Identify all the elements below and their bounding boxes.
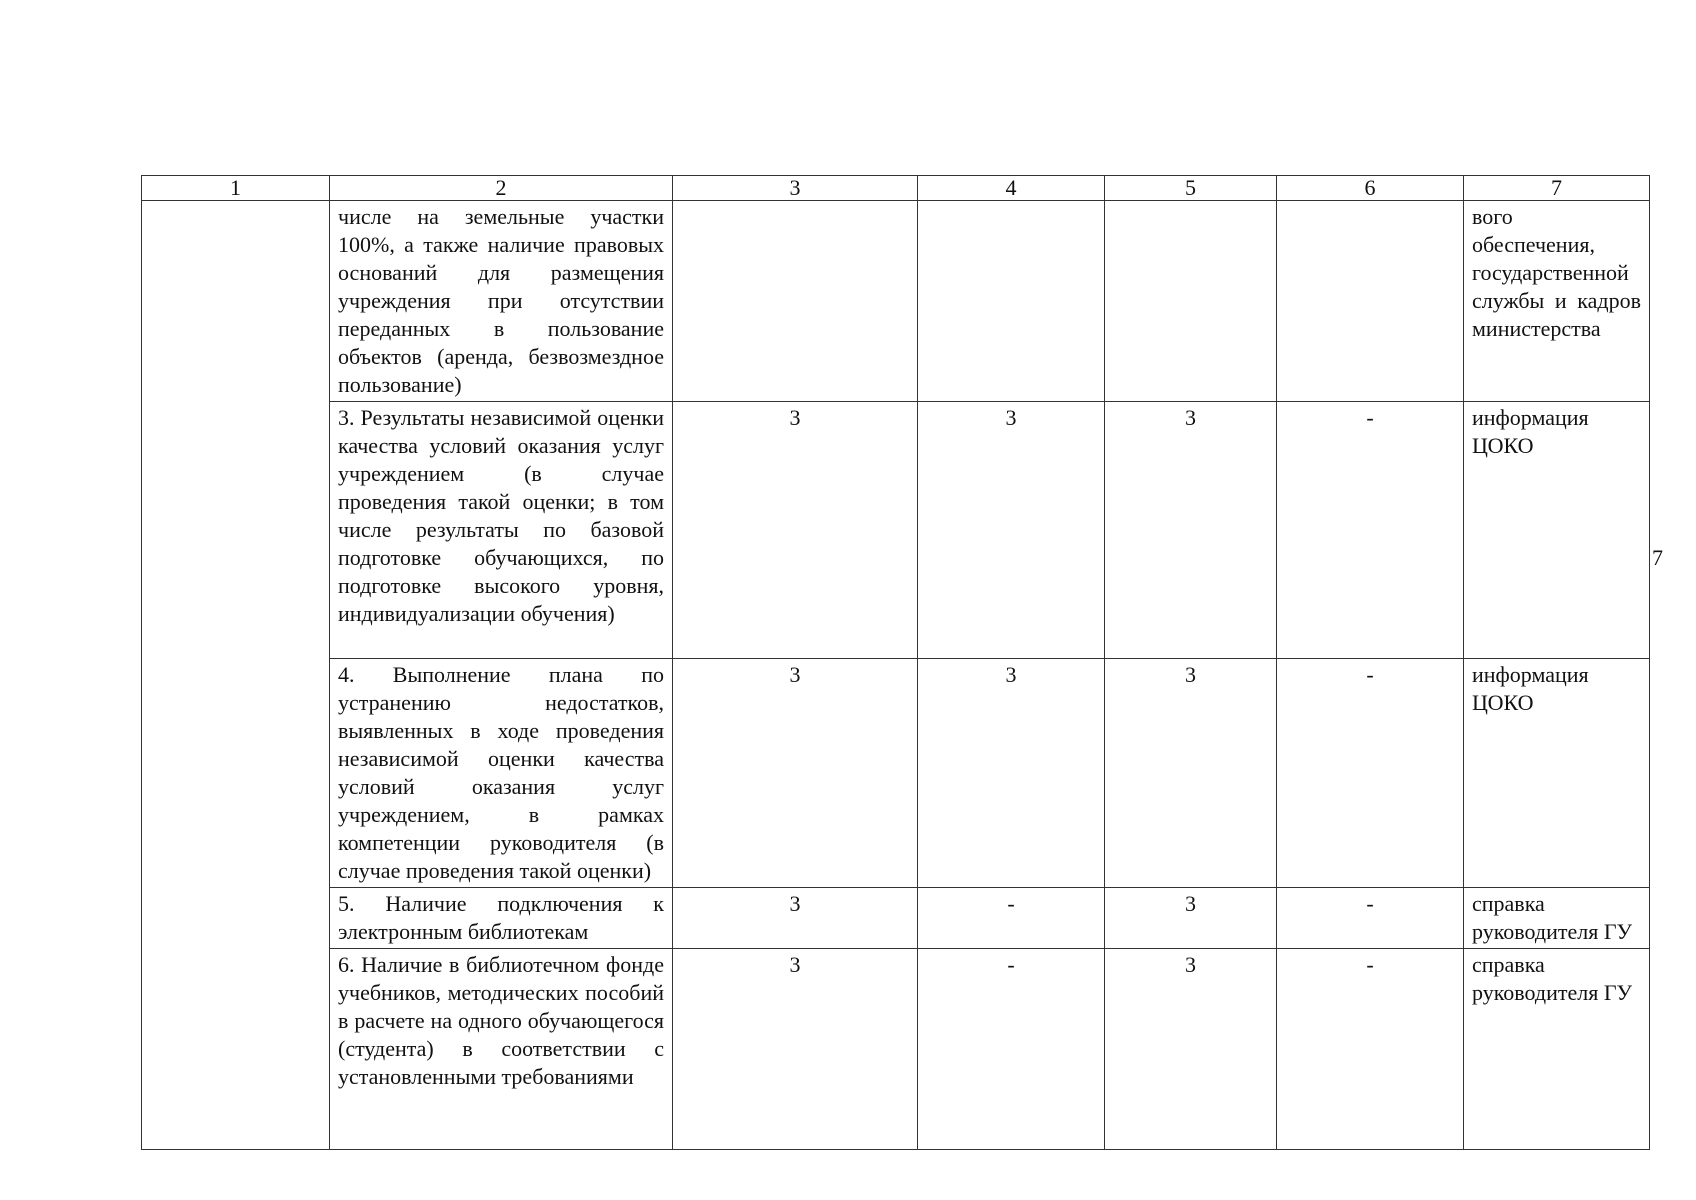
table-row xyxy=(142,201,1650,402)
score-col3: 3 xyxy=(673,659,918,888)
score-col6: - xyxy=(1277,659,1464,888)
score-col3: 3 xyxy=(673,949,918,1150)
score-col6: - xyxy=(1277,949,1464,1150)
score-col4: - xyxy=(918,888,1105,949)
merged-category-cell xyxy=(142,201,330,1150)
score-col4 xyxy=(918,201,1105,402)
score-col4: - xyxy=(918,949,1105,1150)
criterion-description: числе на земельные участки 100%, а также наличие правовых оснований для размещения учреждения при отсутствии переданных в пользование объектов (аренда, безвозмездное пользование) xyxy=(330,201,673,402)
score-col3: 3 xyxy=(673,888,918,949)
source-document: информация ЦОКО xyxy=(1464,659,1650,888)
column-header-7: 7 xyxy=(1464,176,1650,201)
score-col5: 3 xyxy=(1105,888,1277,949)
column-header-1: 1 xyxy=(142,176,330,201)
source-document: справка руководителя ГУ xyxy=(1464,888,1650,949)
score-col4: 3 xyxy=(918,659,1105,888)
criterion-description: 3. Результаты независимой оценки качества условий оказания услуг учреждением (в случае проведения такой оценки; в том числе результаты по базовой подготовке обучающихся, по подготовке высокого уровня, индивидуализации обучения) xyxy=(330,402,673,659)
criteria-table xyxy=(141,175,1650,1150)
score-col5 xyxy=(1105,201,1277,402)
table-row xyxy=(142,659,1650,888)
column-number-header-row xyxy=(142,176,1650,201)
score-col6: - xyxy=(1277,888,1464,949)
score-col3 xyxy=(673,201,918,402)
score-col5: 3 xyxy=(1105,402,1277,659)
criterion-description: 5. Наличие подключения к электронным библиотекам xyxy=(330,888,673,949)
column-header-4: 4 xyxy=(918,176,1105,201)
score-col3: 3 xyxy=(673,402,918,659)
score-col5: 3 xyxy=(1105,659,1277,888)
table-row xyxy=(142,949,1650,1150)
score-col6: - xyxy=(1277,402,1464,659)
column-header-6: 6 xyxy=(1277,176,1464,201)
table-row xyxy=(142,402,1650,659)
table-row xyxy=(142,888,1650,949)
source-document: справка руководителя ГУ xyxy=(1464,949,1650,1150)
source-document: информация ЦОКО xyxy=(1464,402,1650,659)
criterion-description: 4. Выполнение плана по устранению недостатков, выявленных в ходе проведения независимой оценки качества условий оказания услуг учреждением, в рамках компетенции руководителя (в случае проведения такой оценки) xyxy=(330,659,673,888)
score-col4: 3 xyxy=(918,402,1105,659)
score-col5: 3 xyxy=(1105,949,1277,1150)
source-document: вого обеспечения, государственной службы и кадров министерства xyxy=(1464,201,1650,402)
score-col6 xyxy=(1277,201,1464,402)
column-header-5: 5 xyxy=(1105,176,1277,201)
page-number: 7 xyxy=(1652,545,1663,570)
column-header-3: 3 xyxy=(673,176,918,201)
column-header-2: 2 xyxy=(330,176,673,201)
criterion-description: 6. Наличие в библиотечном фонде учебников, методических пособий в расчете на одного обучающегося (студента) в соответствии с установленными требованиями xyxy=(330,949,673,1150)
